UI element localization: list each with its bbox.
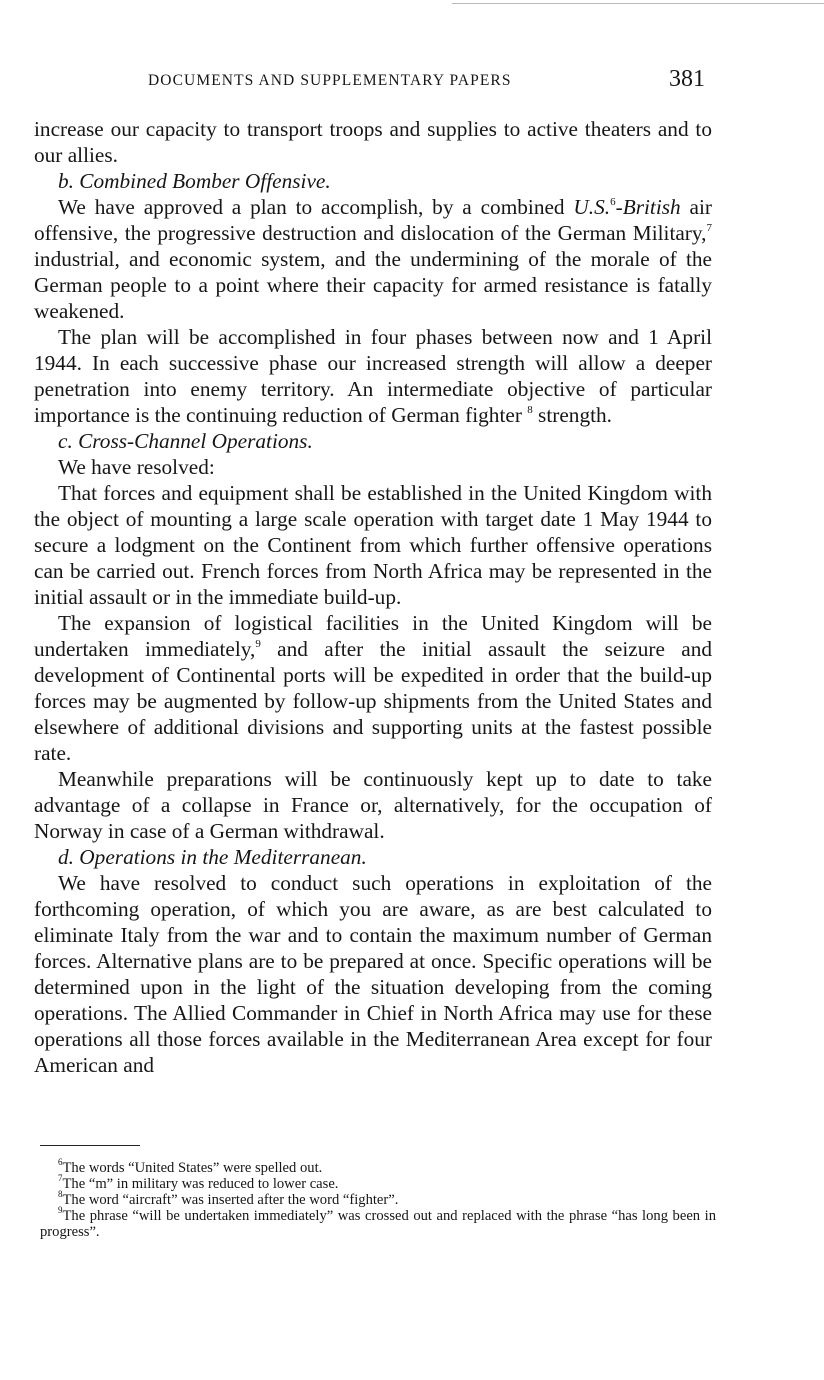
text-run: air offensive, the progressive destruction and dislocation of the German Military, — [34, 195, 712, 245]
footnote-7 — [40, 1173, 716, 1192]
section-b-heading: b. Combined Bomber Offensive. — [58, 169, 331, 193]
footnote-ref-8: 8 — [527, 403, 533, 416]
paragraph-intro-continuation: increase our capacity to transport troops and supplies to active theaters and to our allies. — [34, 117, 712, 167]
footnotes — [40, 1157, 716, 1240]
paragraph-bomber-2 — [34, 324, 712, 428]
footnote-ref-6: 6 — [610, 195, 616, 208]
text-run-italic: British — [622, 195, 681, 219]
footnote-text: The words “United States” were spelled out. — [62, 1160, 323, 1176]
paragraph-mediterranean-1: We have resolved to conduct such operations in exploitation of the forthcoming operation, of which you are aware, as are best calculated to eliminate Italy from the war and to contain the maximum number of German forces. Alternative plans are to be prepared at once. Specific operations will be determined upon in the light of the situation developing from the coming operations. The Allied Commander in Chief in North Africa may use for these operations all those forces available in the Mediterranean Area except for four American and — [34, 871, 712, 1077]
text-run-italic: U.S. — [573, 195, 611, 219]
text-run: and after the initial assault the seizure and development of Continental ports will be expedited in order that the build-up forces may be augmented by follow-up shipments from the United States and elsewhere of additional divisions and supporting units at the fastest possible rate. — [34, 637, 713, 765]
footnote-text: The “m” in military was reduced to lower case. — [62, 1176, 339, 1192]
paragraph-bomber-1 — [34, 194, 712, 324]
text-run: strength. — [532, 403, 612, 427]
footnote-6 — [40, 1157, 716, 1176]
paragraph-channel-2 — [34, 610, 712, 766]
footnote-mark: 6 — [58, 1157, 63, 1168]
footnote-text: The word “aircraft” was inserted after the word “fighter”. — [62, 1192, 399, 1208]
section-d-heading: d. Operations in the Mediterranean. — [58, 845, 367, 869]
running-head: DOCUMENTS AND SUPPLEMENTARY PAPERS — [148, 72, 512, 89]
footnote-mark: 8 — [58, 1189, 63, 1200]
footnote-mark: 9 — [58, 1205, 63, 1216]
paragraph-channel-resolved: We have resolved: — [58, 455, 215, 479]
footnote-8 — [40, 1189, 716, 1208]
section-c-heading: c. Cross-Channel Operations. — [58, 429, 313, 453]
text-run: industrial, and economic system, and the undermining of the morale of the German people to a point where their capacity for armed resistance is fatally weakened. — [34, 247, 712, 323]
footnote-9 — [40, 1205, 716, 1240]
text-run: The expansion of logistical facilities in the United Kingdom will be undertaken immediately, — [34, 611, 712, 661]
footnote-mark: 7 — [58, 1173, 63, 1184]
paragraph-channel-3: Meanwhile preparations will be continuously kept up to date to take advantage of a collapse in France or, alternatively, for the occupation of Norway in case of a German withdrawal. — [34, 767, 712, 843]
text-run: - — [615, 195, 623, 219]
text-run: The plan will be accomplished in four phases between now and 1 April 1944. In each successive phase our increased strength will allow a deeper penetration into enemy territory. An intermediate objective of particular importance is the continuing reduction of German fighter — [34, 325, 712, 427]
footnote-ref-9: 9 — [255, 637, 261, 650]
body-text — [34, 116, 712, 1078]
paragraph-channel-1: That forces and equipment shall be established in the United Kingdom with the object of mounting a large scale operation with target date 1 May 1944 to secure a lodgment on the Continent from which further offensive operations can be carried out. French forces from North Africa may be represented in the initial assault or in the immediate build-up. — [34, 481, 712, 609]
footnote-rule — [40, 1145, 140, 1146]
footnote-text: The phrase “will be undertaken immediately” was crossed out and replaced with the phrase “has long been in progress”. — [40, 1208, 716, 1240]
footnote-ref-7: 7 — [706, 221, 712, 234]
page-number: 381 — [669, 66, 705, 92]
text-run: We have approved a plan to accomplish, by a combined — [58, 195, 574, 219]
top-edge-rule — [452, 3, 824, 4]
